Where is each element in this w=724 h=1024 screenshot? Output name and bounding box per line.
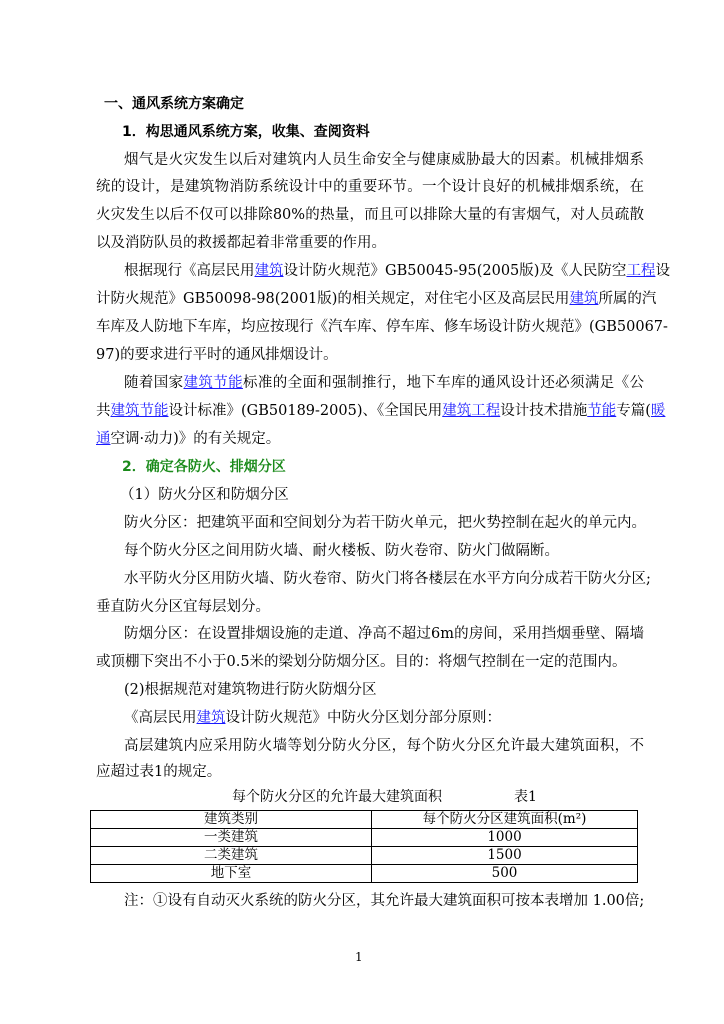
link-jianzhu-jieneng[interactable]: 建筑节能: [183, 375, 243, 391]
p1-line-2: 统的设计，是建筑物消防系统设计中的重要环节。一个设计良好的机械排烟系统，在: [96, 179, 644, 195]
table-cell: 二类建筑: [91, 847, 372, 865]
table-row: [91, 865, 638, 883]
subsection-2-item-2: (2)根据规范对建筑物进行防火防烟分区: [124, 682, 377, 698]
subsection-2-title: 2．确定各防火、排烟分区: [122, 459, 286, 475]
table-note: 注：①设有自动灭火系统的防火分区，其允许最大建筑面积可按本表增加 1.00倍;: [124, 893, 645, 909]
link-jianzhu[interactable]: 建筑: [254, 263, 284, 279]
link-nuantong[interactable]: 暖: [650, 403, 666, 419]
table-number: 表1: [514, 789, 537, 805]
link-jieneng[interactable]: 节能: [587, 403, 617, 419]
table-caption: 每个防火分区的允许最大建筑面积: [232, 789, 442, 805]
subsection-2-item-1: （1）防火分区和防烟分区: [120, 487, 289, 503]
subsection-1-title: 1．构思通风系统方案，收集、查阅资料: [122, 124, 370, 140]
link-jianzhu-gongcheng[interactable]: 建筑工程: [442, 403, 501, 419]
p2-line-3: 车库及人防地下车库，均应按现行《汽车库、停车库、修车场设计防火规范》(GB50067-: [96, 319, 668, 335]
p4-line-2: 每个防火分区之间用防火墙、耐火楼板、防火卷帘、防火门做隔断。: [124, 543, 559, 559]
section-title: 一、通风系统方案确定: [104, 96, 244, 112]
p3-line-1: 随着国家建筑节能标准的全面和强制推行，地下车库的通风设计还必须满足《公: [124, 375, 645, 391]
page-number: 1: [355, 950, 363, 964]
p5-line-2: 或顶棚下突出不小于0.5米的梁划分防烟分区。目的：将烟气控制在一定的范围内。: [96, 654, 627, 670]
link-jianzhu[interactable]: 建筑: [196, 710, 226, 726]
table-header-cell: 每个防火分区建筑面积(m²): [372, 811, 638, 829]
link-jianzhu-jieneng[interactable]: 建筑节能: [110, 403, 169, 419]
table-header-cell: 建筑类别: [91, 811, 372, 829]
table-header-row: [91, 811, 638, 829]
p3-line-2: 共建筑节能设计标准》(GB50189-2005)、《全国民用建筑工程设计技术措施节能专篇(暖: [96, 403, 666, 419]
p7-line-2: 应超过表1的规定。: [96, 764, 222, 780]
paragraph-6: 《高层民用建筑设计防火规范》中防火分区划分部分原则：: [124, 710, 501, 726]
table-cell: 1500: [372, 847, 638, 865]
table-cell: 一类建筑: [91, 829, 372, 847]
fire-zone-area-table: [90, 810, 638, 883]
p3-line-3: 通空调·动力)》的有关规定。: [96, 431, 281, 447]
link-jianzhu[interactable]: 建筑: [569, 291, 599, 307]
p2-line-1: 根据现行《高层民用建筑设计防火规范》GB50045-95(2005版)及《人民防空工程设: [124, 263, 670, 279]
link-gongcheng[interactable]: 工程: [626, 263, 656, 279]
p1-line-3: 火灾发生以后不仅可以排除80%的热量，而且可以排除大量的有害烟气，对人员疏散: [96, 207, 644, 223]
p1-line-4: 以及消防队员的救援都起着非常重要的作用。: [96, 235, 386, 251]
p4-line-4: 垂直防火分区宜每层划分。: [96, 599, 270, 615]
p7-line-1: 高层建筑内应采用防火墙等划分防火分区，每个防火分区允许最大建筑面积，不: [124, 738, 644, 754]
p2-line-4: 97)的要求进行平时的通风排烟设计。: [96, 347, 338, 363]
table-cell: 500: [372, 865, 638, 883]
p2-line-2: 计防火规范》GB50098-98(2001版)的相关规定，对住宅小区及高层民用建筑所属的汽: [96, 291, 657, 307]
table-row: [91, 847, 638, 865]
link-nuantong[interactable]: 通: [96, 431, 111, 447]
p4-line-1: 防火分区：把建筑平面和空间划分为若干防火单元，把火势控制在起火的单元内。: [124, 515, 646, 531]
p5-line-1: 防烟分区：在设置排烟设施的走道、净高不超过6m的房间，采用挡烟垂壁、隔墙: [124, 626, 644, 642]
table-cell: 地下室: [91, 865, 372, 883]
p4-line-3: 水平防火分区用防火墙、防火卷帘、防火门将各楼层在水平方向分成若干防火分区;: [124, 571, 651, 587]
table-cell: 1000: [372, 829, 638, 847]
table-row: [91, 829, 638, 847]
p1-line-1: 烟气是火灾发生以后对建筑内人员生命安全与健康威胁最大的因素。机械排烟系: [124, 152, 644, 168]
